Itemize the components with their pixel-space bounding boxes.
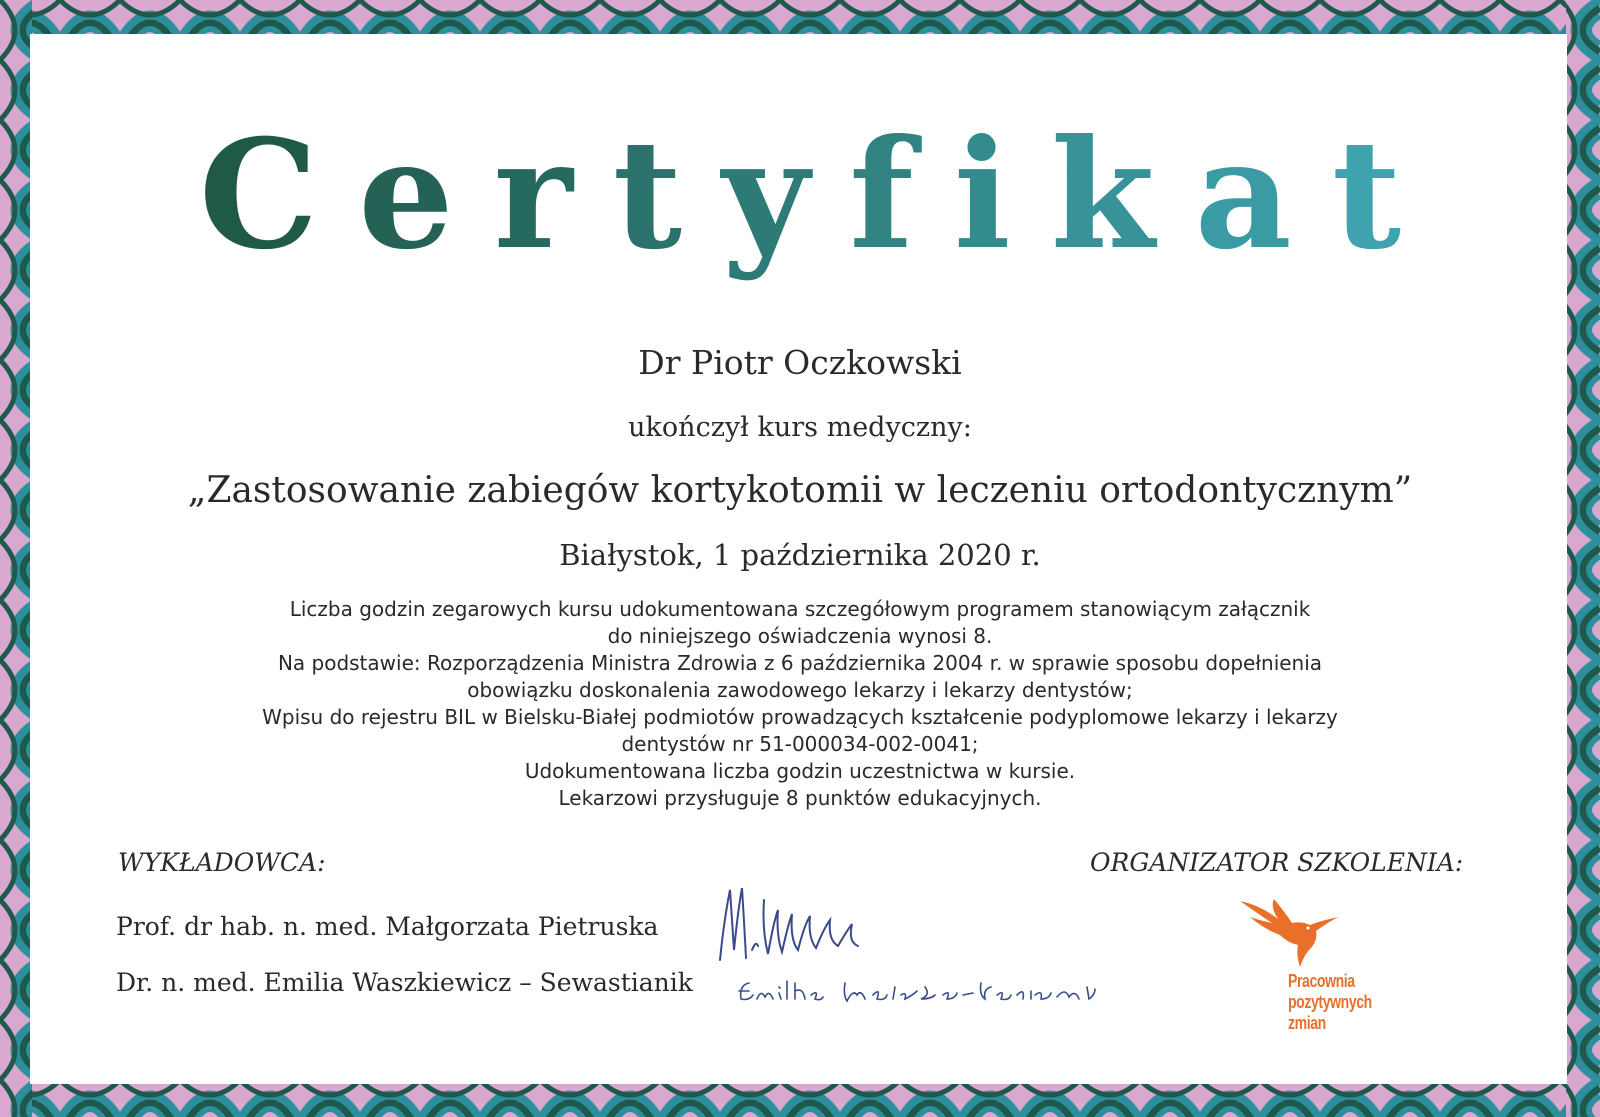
details-line: Na podstawie: Rozporządzenia Ministra Zdrowia z 6 października 2004 r. w sprawie sposobu dopełnienia	[277, 651, 1323, 675]
logo-text-line: pozytywnych	[1288, 992, 1372, 1012]
course-details	[150, 596, 1450, 812]
logo-text-line: Pracownia	[1288, 971, 1355, 991]
title-letter: a	[1194, 107, 1332, 283]
title-letter: e	[358, 107, 494, 283]
logo-text-line: zmian	[1288, 1013, 1326, 1033]
details-line: Udokumentowana liczba godzin uczestnictwa w kursie.	[524, 759, 1076, 783]
hummingbird-icon	[1240, 895, 1380, 975]
details-line: Wpisu do rejestru BIL w Bielsku-Białej podmiotów prowadzących kształcenie podyplomowe lekarzy i lekarzy	[262, 705, 1338, 729]
recipient-name: Dr Piotr Oczkowski	[638, 343, 962, 382]
lecturer-name: Dr. n. med. Emilia Waszkiewicz – Sewastianik	[116, 968, 693, 997]
title-letter: y	[722, 107, 850, 283]
title-letter: C	[198, 107, 359, 283]
title-letter: k	[1050, 107, 1195, 283]
title-letter: f	[849, 107, 954, 283]
title-letter: t	[612, 107, 723, 283]
title-letter: r	[493, 107, 613, 283]
lecturer-name: Prof. dr hab. n. med. Małgorzata Pietruska	[116, 912, 659, 941]
signature-waszkiewicz	[735, 965, 1125, 1015]
details-line: Liczba godzin zegarowych kursu udokumentowana szczegółowym programem stanowiącym załącznik	[289, 597, 1311, 621]
lecturer-heading: WYKŁADOWCA:	[118, 848, 326, 877]
details-line: do niniejszego oświadczenia wynosi 8.	[607, 624, 993, 648]
certificate-title	[0, 107, 1600, 283]
title-letter: i	[953, 107, 1051, 283]
organizer-logo	[1240, 895, 1380, 1045]
organizer-heading: ORGANIZATOR SZKOLENIA:	[1090, 848, 1464, 877]
place-and-date: Białystok, 1 października 2020 r.	[559, 538, 1041, 572]
details-line: Lekarzowi przysługuje 8 punktów edukacyjnych.	[558, 786, 1042, 810]
certificate-title-letters	[199, 107, 1441, 283]
signature-pietruska	[712, 880, 872, 975]
organizer-logo-text	[1288, 971, 1372, 1034]
completion-statement: ukończył kurs medyczny:	[628, 412, 972, 443]
title-letter: t	[1331, 107, 1442, 283]
course-title: „Zastosowanie zabiegów kortykotomii w leczeniu ortodontycznym”	[187, 470, 1413, 511]
details-line: obowiązku doskonalenia zawodowego lekarzy i lekarzy dentystów;	[467, 678, 1133, 702]
details-line: dentystów nr 51-000034-002-0041;	[621, 732, 979, 756]
